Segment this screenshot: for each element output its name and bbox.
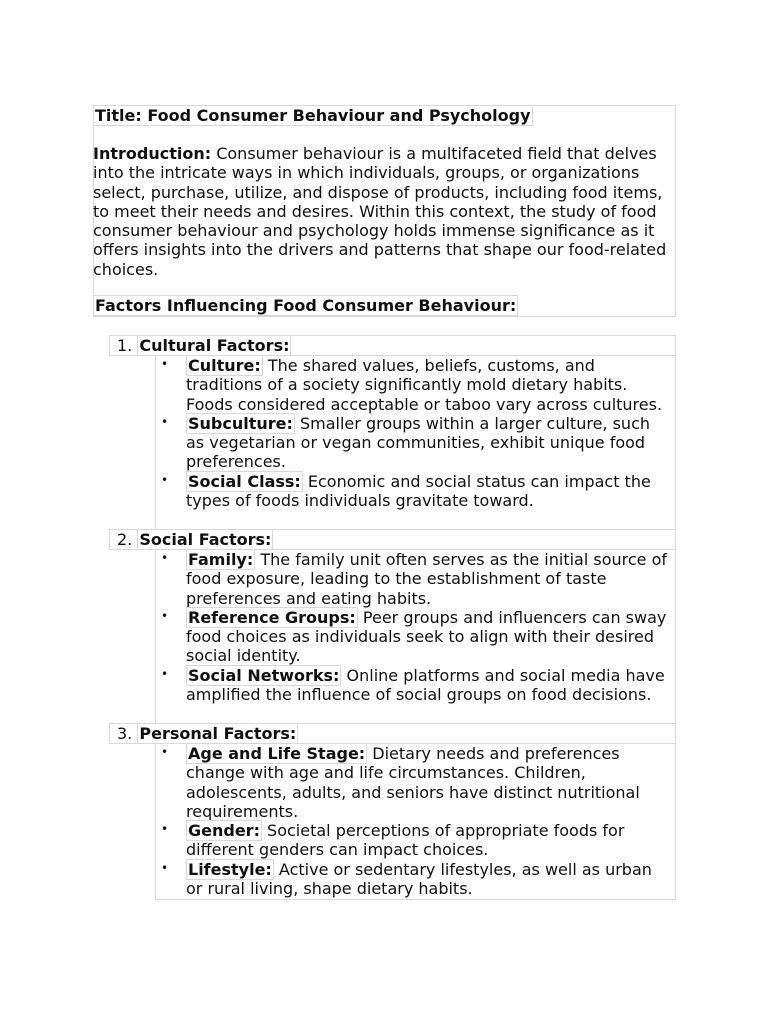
list-item: • Lifestyle: Active or sedentary lifestyles, as well as urban or rural living, shape dietary habits. [161, 859, 652, 899]
list-item: • Age and Life Stage: Dietary needs and preferences change with age and life circumstances. Children, adolescents, adults, and seniors have distinct nutritional requirements. [161, 744, 640, 821]
cultural-factors-list [156, 356, 671, 510]
list-item: • Social Class: Economic and social status can impact the types of foods individuals gravitate toward. [161, 471, 651, 511]
bullet-icon: • [161, 357, 169, 371]
list-item: • Reference Groups: Peer groups and influencers can sway food choices as individuals seek to align with their desired social identity. [161, 607, 667, 666]
social-factors-list [156, 550, 671, 704]
bullet-icon: • [161, 551, 169, 565]
factors-heading: Factors Influencing Food Consumer Behaviour: [95, 296, 517, 315]
bullet-icon: • [161, 608, 169, 623]
list-item: • Gender: Societal perceptions of appropriate foods for different genders can impact choices. [161, 821, 625, 860]
bullet-icon: • [161, 822, 169, 837]
personal-factors-list [156, 744, 671, 898]
section-heading-cultural: 1. Cultural Factors: [117, 336, 290, 355]
list-item: • Social Networks: Online platforms and social media have amplified the influence of social groups on food decisions. [161, 665, 665, 705]
bullet-icon: • [161, 860, 169, 875]
bullet-icon: • [161, 414, 169, 429]
list-item: • Culture: The shared values, beliefs, customs, and traditions of a society significantly mold dietary habits. Foods considered acceptable or taboo vary across cultures. [161, 356, 663, 414]
bullet-icon: • [161, 745, 169, 759]
introduction-text: Consumer behaviour is a multifaceted field that delves into the intricate ways in which individuals, groups, or organizations select, purchase, utilize, and dispose of products, including food items, to meet their needs and desires. Within this context, the study of food consumer behaviour and psychology holds immense significance as it offers insights into the drivers and patterns that shape our food-related choices. [93, 144, 667, 279]
document-title: Title: Food Consumer Behaviour and Psychology [95, 106, 531, 125]
bullet-icon: • [161, 472, 169, 487]
section-heading-personal: 3. Personal Factors: [117, 724, 297, 743]
list-item: • Family: The family unit often serves as the initial source of food exposure, leading to the establishment of taste preferences and eating habits. [161, 550, 668, 608]
bullet-icon: • [161, 666, 169, 681]
section-heading-social: 2. Social Factors: [117, 530, 272, 549]
introduction-label: Introduction: [93, 144, 212, 163]
introduction-paragraph [93, 144, 675, 279]
list-item: • Subculture: Smaller groups within a larger culture, such as vegetarian or vegan communities, exhibit unique food preferences. [161, 413, 650, 472]
